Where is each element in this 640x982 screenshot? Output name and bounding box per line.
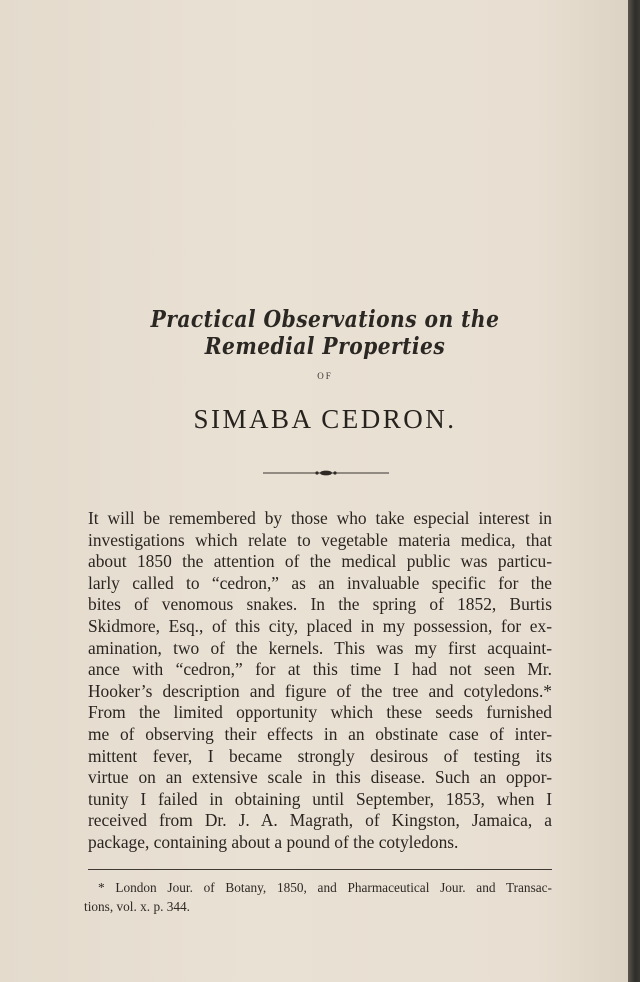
body-paragraph	[88, 508, 552, 854]
body-line: ance with “cedron,” for at this time I had not seen Mr.	[88, 659, 552, 680]
body-line: package, containing about a pound of the cotyledons.	[88, 831, 459, 852]
body-line: bites of venomous snakes. In the spring of 1852, Burtis	[88, 594, 552, 615]
footnote	[84, 878, 552, 916]
body-line: Skidmore, Esq., of this city, placed in my possession, for ex-	[88, 615, 552, 636]
main-title: SIMABA CEDRON.	[193, 404, 457, 434]
body-line: me of observing their effects in an obstinate case of inter-	[88, 723, 552, 744]
body-line: about 1850 the attention of the medical public was particu-	[88, 551, 552, 572]
of-connector: OF	[317, 371, 333, 381]
body-line: tunity I failed in obtaining until September, 1853, when I	[88, 788, 552, 809]
body-line: Hooker’s description and figure of the tree and cotyledons.*	[88, 680, 552, 701]
footnote-line: tions, vol. x. p. 344.	[84, 899, 191, 914]
footnote-divider	[88, 869, 552, 870]
running-title: Practical Observations on the Remedial Properties	[150, 306, 500, 360]
body-line: From the limited opportunity which these seeds furnished	[88, 702, 552, 723]
footnote-line: * London Jour. of Botany, 1850, and Pharmaceutical Jour. and Transac-	[98, 880, 552, 895]
body-line: received from Dr. J. A. Magrath, of Kingston, Jamaica, a	[88, 810, 552, 831]
page-edge-shadow	[628, 0, 640, 982]
body-line: amination, two of the kernels. This was my first acquaint-	[88, 637, 552, 658]
ornament-rule-icon	[263, 468, 389, 478]
body-line: It will be remembered by those who take especial interest in	[88, 508, 552, 528]
body-line: mittent fever, I became strongly desirous of testing its	[88, 745, 552, 766]
body-line: virtue on an extensive scale in this disease. Such an oppor-	[88, 767, 552, 788]
body-line: investigations which relate to vegetable materia medica, that	[88, 529, 552, 550]
body-line: larly called to “cedron,” as an invaluable specific for the	[88, 572, 552, 593]
